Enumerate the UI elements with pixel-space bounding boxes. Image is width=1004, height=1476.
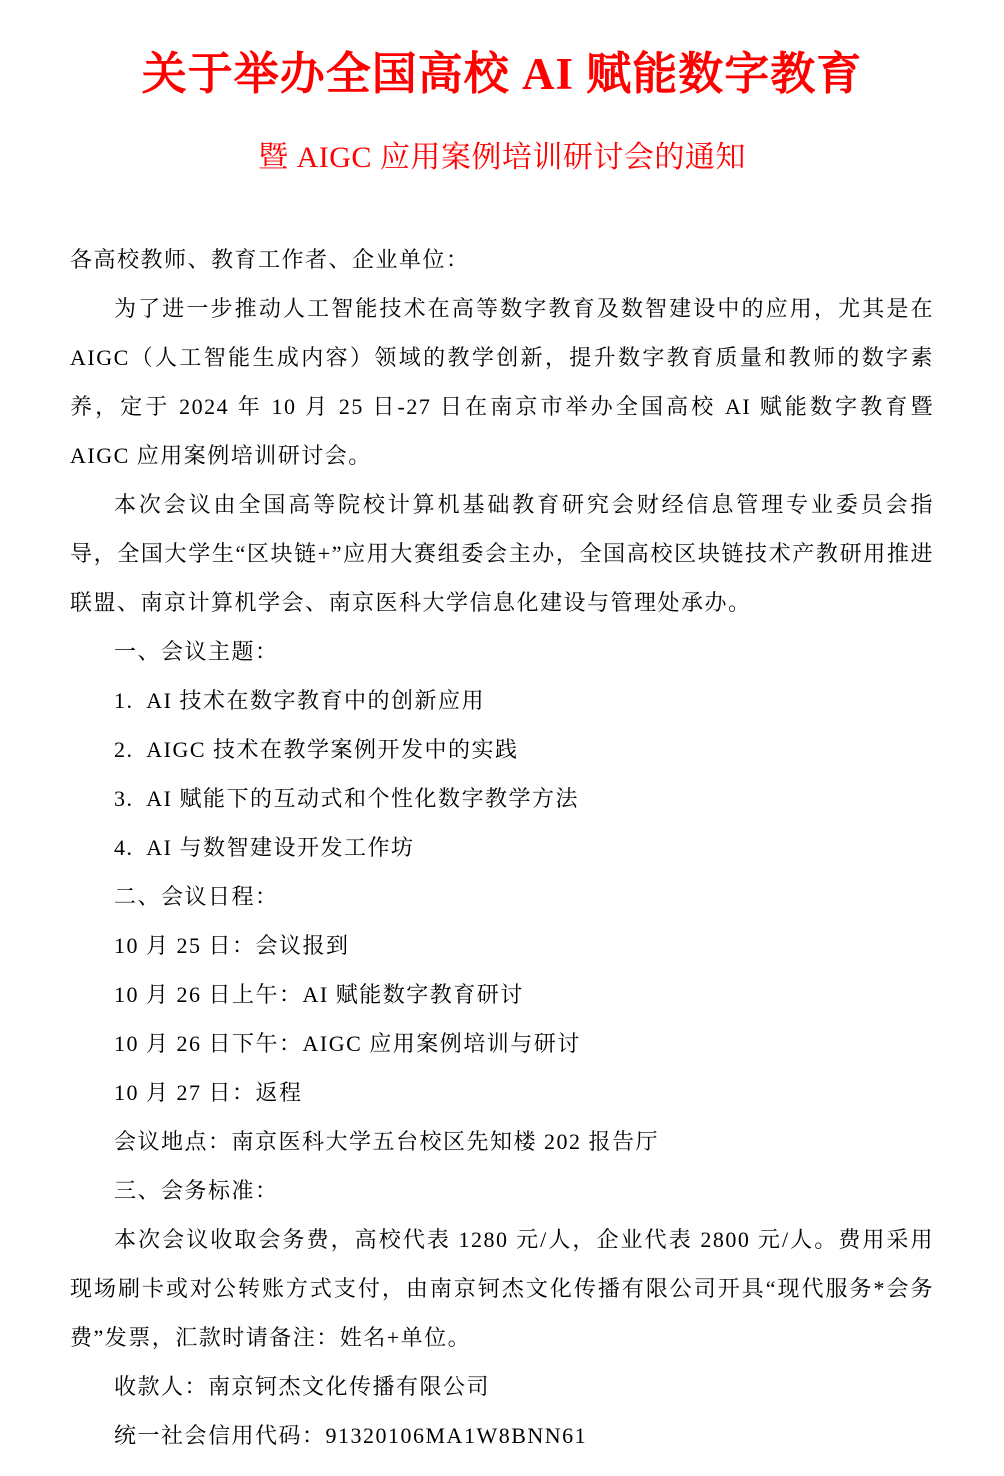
document-body bbox=[70, 235, 934, 1460]
topic-item-3: 3. AI 赋能下的互动式和个性化数字教学方法 bbox=[114, 786, 580, 811]
document-title-line-1: 关于举办全国高校 AI 赋能数字教育 bbox=[141, 49, 863, 99]
intro-paragraph: 为了进一步推动人工智能技术在高等数字教育及数智建设中的应用，尤其是在 AIGC（人工智能生成内容）领域的教学创新，提升数字教育质量和教师的数字素养，定于 2024 年 10 月 25 日-27 日在南京市举办全国高校 AI 赋能数字教育暨 AIGC 应用案例培训研讨会。 bbox=[70, 296, 934, 468]
document-title-line-2: 暨 AIGC 应用案例培训研讨会的通知 bbox=[258, 141, 746, 174]
fees-paragraph: 本次会议收取会务费，高校代表 1280 元/人，企业代表 2800 元/人。费用采用现场刷卡或对公转账方式支付，由南京钶杰文化传播有限公司开具“现代服务*会务费”发票，汇款时请备注：姓名+单位。 bbox=[70, 1227, 934, 1350]
agenda-item-oct26-am: 10 月 26 日上午：AI 赋能数字教育研讨 bbox=[114, 982, 524, 1007]
section-heading-topics: 一、会议主题： bbox=[114, 639, 279, 664]
payee-line: 收款人：南京钶杰文化传播有限公司 bbox=[114, 1374, 491, 1399]
organizers-paragraph: 本次会议由全国高等院校计算机基础教育研究会财经信息管理专业委员会指导，全国大学生“区块链+”应用大赛组委会主办，全国高校区块链技术产教研用推进联盟、南京计算机学会、南京医科大学信息化建设与管理处承办。 bbox=[70, 492, 934, 615]
section-heading-fees: 三、会务标准： bbox=[114, 1178, 279, 1203]
credit-code-line: 统一社会信用代码：91320106MA1W8BNN61 bbox=[114, 1423, 588, 1448]
agenda-item-oct27: 10 月 27 日：返程 bbox=[114, 1080, 303, 1105]
venue-line: 会议地点：南京医科大学五台校区先知楼 202 报告厅 bbox=[114, 1129, 660, 1154]
topic-item-1: 1. AI 技术在数字教育中的创新应用 bbox=[114, 688, 486, 713]
agenda-item-oct25: 10 月 25 日：会议报到 bbox=[114, 933, 350, 958]
topic-item-4: 4. AI 与数智建设开发工作坊 bbox=[114, 835, 415, 860]
topic-item-2: 2. AIGC 技术在教学案例开发中的实践 bbox=[114, 737, 519, 762]
agenda-item-oct26-pm: 10 月 26 日下午：AIGC 应用案例培训与研讨 bbox=[114, 1031, 581, 1056]
section-heading-agenda: 二、会议日程： bbox=[114, 884, 279, 909]
salutation-line: 各高校教师、教育工作者、企业单位： bbox=[70, 247, 470, 272]
